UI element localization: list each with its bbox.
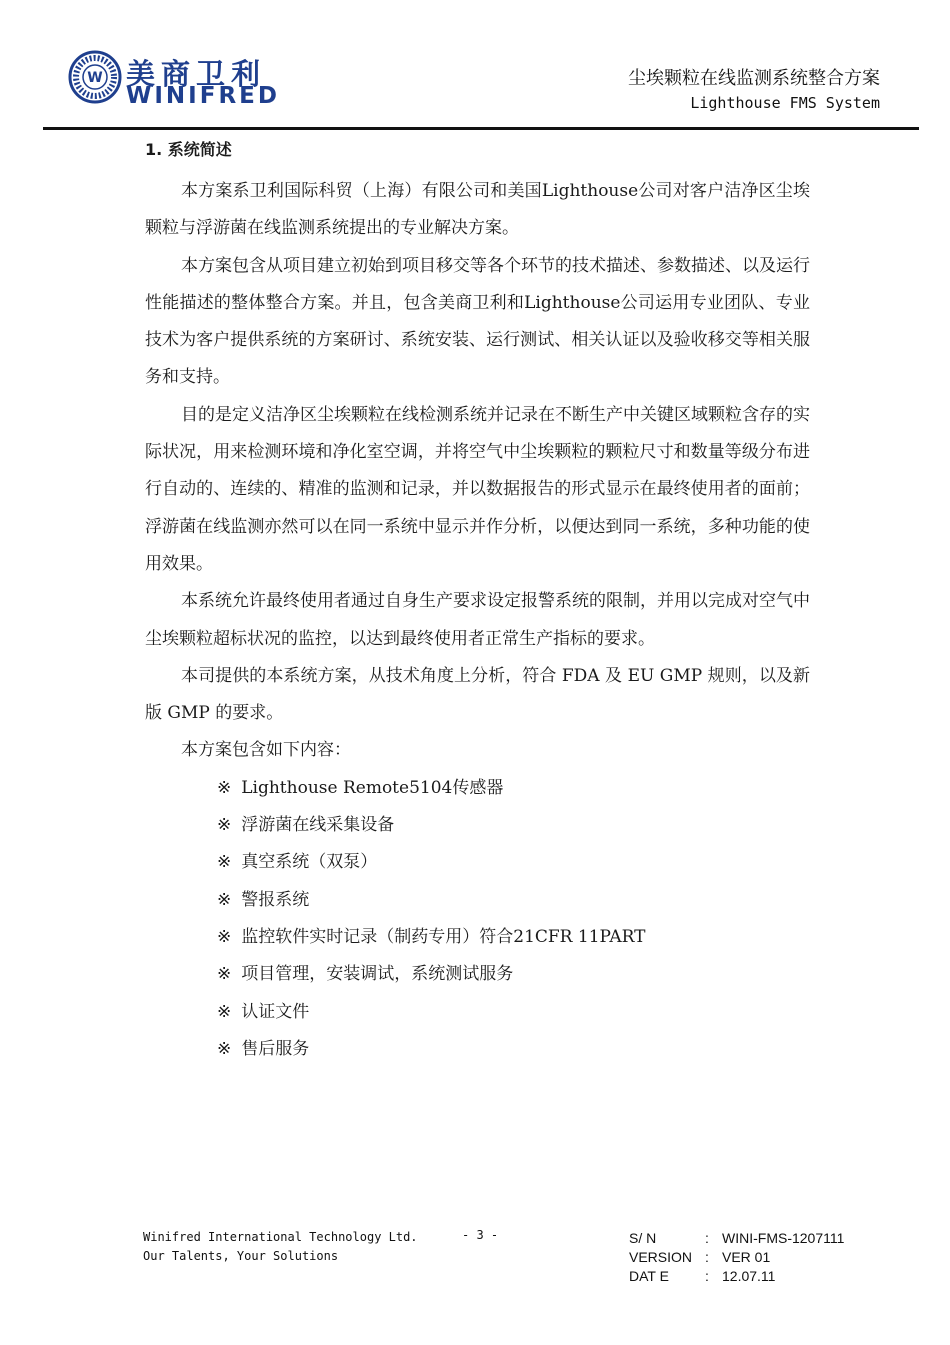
section-heading: 1. 系统简述 xyxy=(145,140,232,159)
list-item-text: Lighthouse Remote5104传感器 xyxy=(241,777,504,798)
contents-list xyxy=(145,770,810,1068)
footer-document-meta xyxy=(629,1229,844,1286)
reference-mark-icon: ※ xyxy=(217,777,232,798)
footer-company-block xyxy=(143,1228,418,1266)
meta-separator: : xyxy=(705,1249,709,1265)
paragraph-purpose: 目的是定义洁净区尘埃颗粒在线检测系统并记录在不断生产中关键区域颗粒含存的实际状况，用来检测环境和净化室空调，并将空气中尘埃颗粒的颗粒尺寸和数量等级分布进行自动的、连续的、精准的监测和记录，并以数据报告的形式显示在最终使用者的面前；浮游菌在线监测亦然可以在同一系统中显示并作分析，以便达到同一系统，多种功能的使用效果。 xyxy=(145,404,810,574)
list-item xyxy=(217,994,810,1031)
list-item xyxy=(217,844,810,881)
meta-label: S/ N xyxy=(629,1230,657,1246)
header-divider xyxy=(43,127,919,130)
logo-english-name: WINIFRED xyxy=(126,83,280,109)
list-item-text: 认证文件 xyxy=(241,1001,310,1022)
paragraph-alarm: 本系统允许最终使用者通过自身生产要求设定报警系统的限制，并用以完成对空气中尘埃颗粒超标状况的监控，以达到最终使用者正常生产指标的要求。 xyxy=(145,591,810,649)
document-title: 尘埃颗粒在线监测系统整合方案 xyxy=(628,68,880,89)
list-item xyxy=(217,1031,810,1068)
footer-company-name: Winifred International Technology Ltd. xyxy=(143,1230,418,1244)
reference-mark-icon: ※ xyxy=(217,815,232,836)
list-item-text: 真空系统（双泵） xyxy=(241,852,378,873)
globe-emblem-icon xyxy=(68,50,122,104)
meta-row-date xyxy=(629,1267,844,1286)
meta-row-version xyxy=(629,1248,844,1267)
meta-separator: : xyxy=(705,1268,709,1284)
document-subtitle: Lighthouse FMS System xyxy=(690,94,880,112)
list-item-text: 浮游菌在线采集设备 xyxy=(241,815,395,836)
paragraph-intro: 本方案系卫利国际科贸（上海）有限公司和美国Lighthouse公司对客户洁净区尘埃颗粒与浮游菌在线监测系统提出的专业解决方案。 xyxy=(145,181,810,239)
reference-mark-icon: ※ xyxy=(217,1001,232,1022)
list-item xyxy=(217,956,810,993)
paragraph-scope: 本方案包含从项目建立初始到项目移交等各个环节的技术描述、参数描述、以及运行性能描述的整体整合方案。并且，包含美商卫利和Lighthouse公司运用专业团队、专业技术为客户提供系统的方案研讨、系统安装、运行测试、相关认证以及验收移交等相关服务和支持。 xyxy=(145,255,810,388)
list-item-text: 售后服务 xyxy=(241,1038,310,1059)
logo-badge-letter: W xyxy=(87,70,103,86)
meta-row-serial xyxy=(629,1229,844,1248)
meta-value: VER 01 xyxy=(722,1249,771,1265)
reference-mark-icon: ※ xyxy=(217,964,232,985)
list-item xyxy=(217,770,810,807)
reference-mark-icon: ※ xyxy=(217,889,232,910)
list-item-text: 项目管理，安装调试，系统测试服务 xyxy=(241,964,514,985)
reference-mark-icon: ※ xyxy=(217,852,232,873)
company-logo xyxy=(68,50,298,110)
meta-label: DAT E xyxy=(629,1268,669,1284)
list-item xyxy=(217,807,810,844)
paragraph-compliance: 本司提供的本系统方案，从技术角度上分析，符合 FDA 及 EU GMP 规则，以及新版 GMP 的要求。 xyxy=(145,665,810,724)
page-number: - 3 - xyxy=(462,1228,499,1242)
footer-slogan: Our Talents, Your Solutions xyxy=(143,1249,339,1263)
page-body xyxy=(145,137,810,1068)
logo-chinese-name: 美商卫利 xyxy=(126,57,267,91)
meta-label: VERSION xyxy=(629,1249,693,1265)
list-item-text: 监控软件实时记录（制药专用）符合21CFR 11PART xyxy=(241,926,646,947)
list-item xyxy=(217,919,810,956)
list-item-text: 警报系统 xyxy=(241,889,310,910)
reference-mark-icon: ※ xyxy=(217,1038,232,1059)
paragraph-contents-intro: 本方案包含如下内容： xyxy=(181,740,351,761)
reference-mark-icon: ※ xyxy=(217,926,232,947)
list-item xyxy=(217,882,810,919)
meta-separator: : xyxy=(705,1230,709,1246)
meta-value: 12.07.11 xyxy=(722,1268,776,1284)
meta-value: WINI-FMS-1207111 xyxy=(722,1230,845,1246)
